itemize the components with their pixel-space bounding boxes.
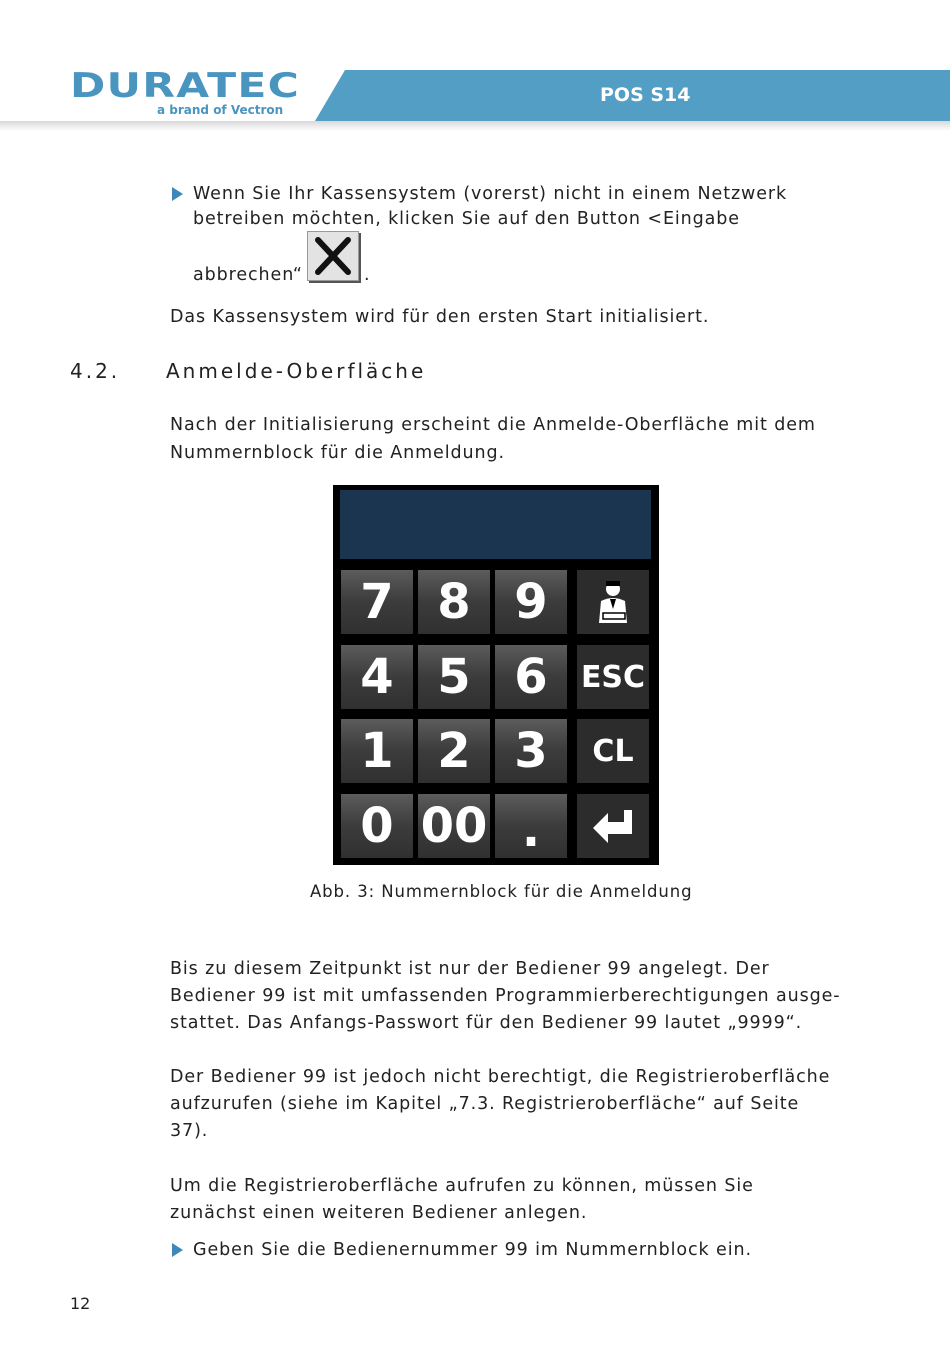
paragraph-init: Das Kassensystem wird für den ersten Start initialisiert. <box>170 307 710 327</box>
product-name: POS S14 <box>600 84 691 106</box>
key-0[interactable]: 0 <box>341 794 413 858</box>
key-1[interactable]: 1 <box>341 719 413 783</box>
paragraph-permission-2: aufzurufen (siehe im Kapitel „7.3. Registrieroberfläche“ auf Seite <box>170 1094 800 1114</box>
key-6[interactable]: 6 <box>495 645 567 709</box>
section-number: 4.2. <box>70 359 121 383</box>
cancel-input-button[interactable] <box>307 231 359 281</box>
brand-subtitle: a brand of Vectron <box>157 103 284 117</box>
enter-key[interactable] <box>577 794 649 858</box>
paragraph-operator-1: Bis zu diesem Zeitpunkt ist nur der Bediener 99 angelegt. Der <box>170 959 770 979</box>
key-7[interactable]: 7 <box>341 570 413 634</box>
page-number: 12 <box>70 1294 91 1313</box>
figure-caption: Abb. 3: Nummernblock für die Anmeldung <box>310 882 693 901</box>
bullet1-line1: Wenn Sie Ihr Kassensystem (vorerst) nicht in einem Netzwerk <box>193 184 788 204</box>
waiter-icon <box>593 579 633 625</box>
brand-logo: DURATEC <box>70 66 301 106</box>
key-esc[interactable]: ESC <box>577 645 649 709</box>
key-3[interactable]: 3 <box>495 719 567 783</box>
paragraph-new-operator-2: zunächst einen weiteren Bediener anlegen. <box>170 1203 588 1223</box>
key-decimal[interactable]: . <box>495 794 567 858</box>
waiter-key[interactable] <box>577 570 649 634</box>
paragraph-permission-3: 37). <box>170 1121 209 1141</box>
key-5[interactable]: 5 <box>418 645 490 709</box>
paragraph-permission-1: Der Bediener 99 ist jedoch nicht berechtigt, die Registrieroberfläche <box>170 1067 831 1087</box>
key-00[interactable]: 00 <box>418 794 490 858</box>
bullet1-line2: betreiben möchten, klicken Sie auf den Button <Eingabe <box>193 209 740 229</box>
key-4[interactable]: 4 <box>341 645 413 709</box>
bullet1-line3: abbrechen“ <box>193 265 303 285</box>
paragraph-operator-2: Bediener 99 ist mit umfassenden Programmierberechtigungen ausge- <box>170 986 841 1006</box>
bullet1-end: . <box>364 265 371 285</box>
keypad-display <box>340 490 651 559</box>
close-x-icon <box>308 232 358 280</box>
key-9[interactable]: 9 <box>495 570 567 634</box>
paragraph-new-operator-1: Um die Registrieroberfläche aufrufen zu können, müssen Sie <box>170 1176 754 1196</box>
paragraph-login-2: Nummernblock für die Anmeldung. <box>170 443 505 463</box>
paragraph-operator-3: stattet. Das Anfangs-Passwort für den Bediener 99 lautet „9999“. <box>170 1013 803 1033</box>
paragraph-login-1: Nach der Initialisierung erscheint die Anmelde-Oberfläche mit dem <box>170 415 816 435</box>
key-cl[interactable]: CL <box>577 719 649 783</box>
key-2[interactable]: 2 <box>418 719 490 783</box>
key-8[interactable]: 8 <box>418 570 490 634</box>
section-title: Anmelde-Oberfläche <box>166 359 427 383</box>
bullet-icon <box>172 1243 183 1257</box>
bullet2-text: Geben Sie die Bedienernummer 99 im Nummernblock ein. <box>193 1240 752 1260</box>
enter-arrow-icon <box>590 806 636 846</box>
bullet-icon <box>172 187 183 201</box>
header-shadow <box>0 121 950 131</box>
